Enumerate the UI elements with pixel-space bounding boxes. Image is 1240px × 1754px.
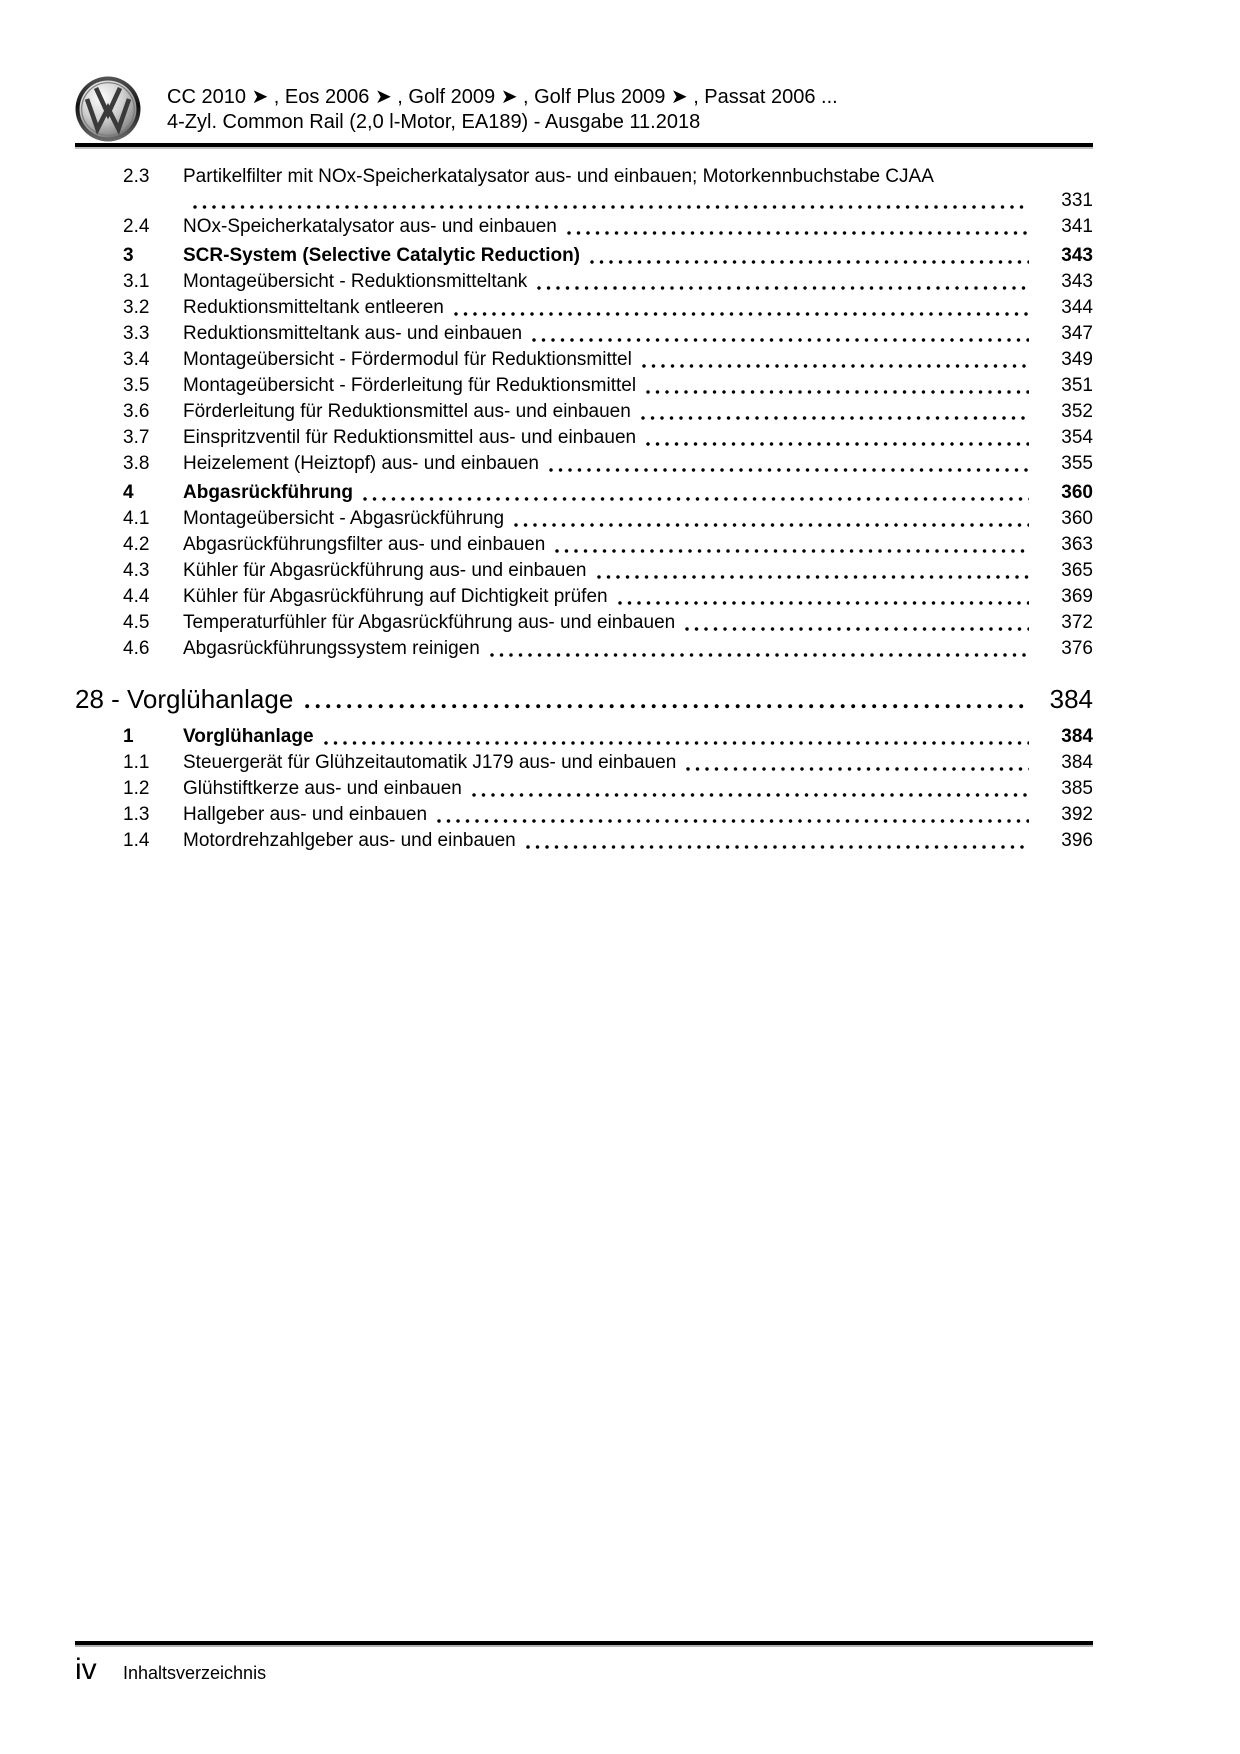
entry-page-number: 351 bbox=[1061, 375, 1093, 396]
entry-title: Förderleitung für Reduktionsmittel aus- und einbauen bbox=[183, 401, 631, 422]
entry-title: Vorglühanlage bbox=[183, 726, 314, 747]
dot-leader bbox=[305, 704, 1025, 709]
entry-number: 4.4 bbox=[123, 586, 150, 607]
entry-title: Hallgeber aus- und einbauen bbox=[183, 804, 428, 825]
entry-title: Heizelement (Heiztopf) aus- und einbauen bbox=[183, 453, 539, 474]
toc-entry bbox=[75, 349, 1093, 371]
dot-leader bbox=[324, 741, 1029, 745]
dot-leader bbox=[646, 390, 1029, 394]
entry-page-number: 385 bbox=[1061, 778, 1093, 799]
entry-number: 4.1 bbox=[123, 508, 150, 529]
toc-entry bbox=[75, 401, 1093, 423]
toc-chapter-heading bbox=[75, 684, 1093, 714]
entry-number: 3.1 bbox=[123, 271, 150, 292]
entry-number: 3.2 bbox=[123, 297, 150, 318]
entry-title: Montageübersicht - Fördermodul für Reduktionsmittel bbox=[183, 349, 632, 370]
dot-leader bbox=[514, 523, 1029, 527]
toc-entry bbox=[75, 726, 1093, 748]
entry-title: SCR-System (Selective Catalytic Reduction) bbox=[183, 245, 581, 266]
entry-page-number: 384 bbox=[1061, 726, 1093, 747]
toc-entry bbox=[75, 508, 1093, 530]
dot-leader bbox=[490, 653, 1029, 657]
entry-page-number: 344 bbox=[1061, 297, 1093, 318]
dot-leader bbox=[685, 627, 1029, 631]
dot-leader bbox=[642, 364, 1029, 368]
dot-leader bbox=[437, 819, 1029, 823]
entry-number: 3.8 bbox=[123, 453, 150, 474]
entry-title: Glühstiftkerze aus- und einbauen bbox=[183, 778, 462, 799]
dot-leader bbox=[686, 767, 1029, 771]
entry-title: Montageübersicht - Förderleitung für Reduktionsmittel bbox=[183, 375, 637, 396]
entry-number: 4.3 bbox=[123, 560, 150, 581]
toc-entry bbox=[75, 586, 1093, 608]
dot-leader bbox=[363, 497, 1029, 501]
toc-entry bbox=[75, 534, 1093, 556]
toc-entry bbox=[75, 752, 1093, 774]
entry-page-number: 355 bbox=[1061, 453, 1093, 474]
entry-title: Kühler für Abgasrückführung aus- und einbauen bbox=[183, 560, 587, 581]
entry-title: Kühler für Abgasrückführung auf Dichtigkeit prüfen bbox=[183, 586, 608, 607]
toc-entry bbox=[75, 297, 1093, 319]
entry-number: 2.4 bbox=[123, 216, 150, 237]
entry-title: NOx-Speicherkatalysator aus- und einbauen bbox=[183, 216, 557, 237]
entry-number: 3.4 bbox=[123, 349, 150, 370]
header-engine-line: 4-Zyl. Common Rail (2,0 l-Motor, EA189) - Ausgabe 11.2018 bbox=[167, 111, 701, 133]
entry-page-number: 331 bbox=[1061, 190, 1093, 211]
entry-number: 4.5 bbox=[123, 612, 150, 633]
entry-title: Temperaturfühler für Abgasrückführung aus- und einbauen bbox=[183, 612, 676, 633]
toc-entry bbox=[75, 427, 1093, 449]
page-header bbox=[75, 76, 838, 142]
entry-page-number: 360 bbox=[1061, 482, 1093, 503]
entry-number: 3.3 bbox=[123, 323, 150, 344]
dot-leader bbox=[618, 601, 1029, 605]
entry-title: Reduktionsmitteltank entleeren bbox=[183, 297, 444, 318]
dot-leader bbox=[454, 312, 1029, 316]
chapter-page-number: 384 bbox=[1049, 684, 1093, 714]
toc-entry bbox=[75, 216, 1093, 238]
dot-leader bbox=[193, 205, 1029, 209]
entry-page-number: 349 bbox=[1061, 349, 1093, 370]
entry-number: 3.5 bbox=[123, 375, 150, 396]
toc-entry bbox=[75, 271, 1093, 293]
entry-number: 1.1 bbox=[123, 752, 150, 773]
toc-entry bbox=[75, 638, 1093, 660]
entry-title: Steuergerät für Glühzeitautomatik J179 aus- und einbauen bbox=[183, 752, 677, 773]
toc-entry bbox=[75, 482, 1093, 504]
dot-leader bbox=[549, 468, 1029, 472]
entry-number: 3 bbox=[123, 245, 134, 266]
entry-page-number: 396 bbox=[1061, 830, 1093, 851]
entry-number: 4 bbox=[123, 482, 134, 503]
entry-title: Partikelfilter mit NOx-Speicherkatalysator aus- und einbauen; Motorkennbuchstabe CJAA bbox=[183, 166, 934, 187]
entry-title: Abgasrückführung bbox=[183, 482, 353, 503]
dot-leader bbox=[567, 231, 1029, 235]
dot-leader bbox=[555, 549, 1029, 553]
entry-number: 1.4 bbox=[123, 830, 150, 851]
entry-number: 1.2 bbox=[123, 778, 150, 799]
dot-leader bbox=[472, 793, 1029, 797]
header-text bbox=[167, 76, 838, 135]
footer-section-label: Inhaltsverzeichnis bbox=[123, 1663, 267, 1683]
entry-title: Motordrehzahlgeber aus- und einbauen bbox=[183, 830, 516, 851]
entry-number: 1 bbox=[123, 726, 134, 747]
toc-entry bbox=[75, 804, 1093, 826]
entry-page-number: 376 bbox=[1061, 638, 1093, 659]
entry-page-number: 343 bbox=[1061, 271, 1093, 292]
entry-number: 4.2 bbox=[123, 534, 150, 555]
toc bbox=[75, 166, 1093, 856]
footer-page-number: iv bbox=[75, 1653, 97, 1686]
entry-page-number: 360 bbox=[1061, 508, 1093, 529]
entry-number: 4.6 bbox=[123, 638, 150, 659]
entry-page-number: 384 bbox=[1061, 752, 1093, 773]
entry-page-number: 369 bbox=[1061, 586, 1093, 607]
toc-entry bbox=[75, 453, 1093, 475]
entry-number: 1.3 bbox=[123, 804, 150, 825]
dot-leader bbox=[646, 442, 1029, 446]
dot-leader bbox=[537, 286, 1029, 290]
entry-page-number: 354 bbox=[1061, 427, 1093, 448]
entry-number: 3.6 bbox=[123, 401, 150, 422]
entry-title: Reduktionsmitteltank aus- und einbauen bbox=[183, 323, 523, 344]
entry-title: Montageübersicht - Abgasrückführung bbox=[183, 508, 505, 529]
toc-entry-continuation bbox=[75, 190, 1093, 212]
entry-page-number: 341 bbox=[1061, 216, 1093, 237]
toc-entry bbox=[75, 830, 1093, 852]
toc-entry bbox=[75, 245, 1093, 267]
header-divider bbox=[75, 143, 1093, 147]
footer-divider bbox=[75, 1641, 1093, 1645]
entry-page-number: 365 bbox=[1061, 560, 1093, 581]
entry-title: Einspritzventil für Reduktionsmittel aus- und einbauen bbox=[183, 427, 637, 448]
header-models-line: CC 2010 ➤ , Eos 2006 ➤ , Golf 2009 ➤ , Golf Plus 2009 ➤ , Passat 2006 ... bbox=[167, 86, 838, 108]
toc-entry bbox=[75, 560, 1093, 582]
entry-page-number: 392 bbox=[1061, 804, 1093, 825]
vw-logo-icon bbox=[75, 76, 141, 142]
dot-leader bbox=[590, 260, 1029, 264]
dot-leader bbox=[641, 416, 1029, 420]
entry-title: Abgasrückführungsfilter aus- und einbauen bbox=[183, 534, 546, 555]
entry-title: Abgasrückführungssystem reinigen bbox=[183, 638, 480, 659]
toc-entry bbox=[75, 323, 1093, 345]
toc-entry bbox=[75, 778, 1093, 800]
dot-leader bbox=[597, 575, 1030, 579]
page-footer bbox=[75, 1641, 1093, 1686]
entry-title: Montageübersicht - Reduktionsmitteltank bbox=[183, 271, 528, 292]
entry-page-number: 352 bbox=[1061, 401, 1093, 422]
entry-page-number: 343 bbox=[1061, 245, 1093, 266]
chapter-title: 28 - Vorglühanlage bbox=[75, 684, 294, 714]
dot-leader bbox=[526, 845, 1029, 849]
toc-entry bbox=[75, 375, 1093, 397]
entry-page-number: 372 bbox=[1061, 612, 1093, 633]
entry-page-number: 363 bbox=[1061, 534, 1093, 555]
dot-leader bbox=[532, 338, 1029, 342]
entry-number: 2.3 bbox=[123, 166, 150, 187]
toc-entry bbox=[75, 166, 1093, 188]
entry-page-number: 347 bbox=[1061, 323, 1093, 344]
entry-number: 3.7 bbox=[123, 427, 150, 448]
toc-entry bbox=[75, 612, 1093, 634]
